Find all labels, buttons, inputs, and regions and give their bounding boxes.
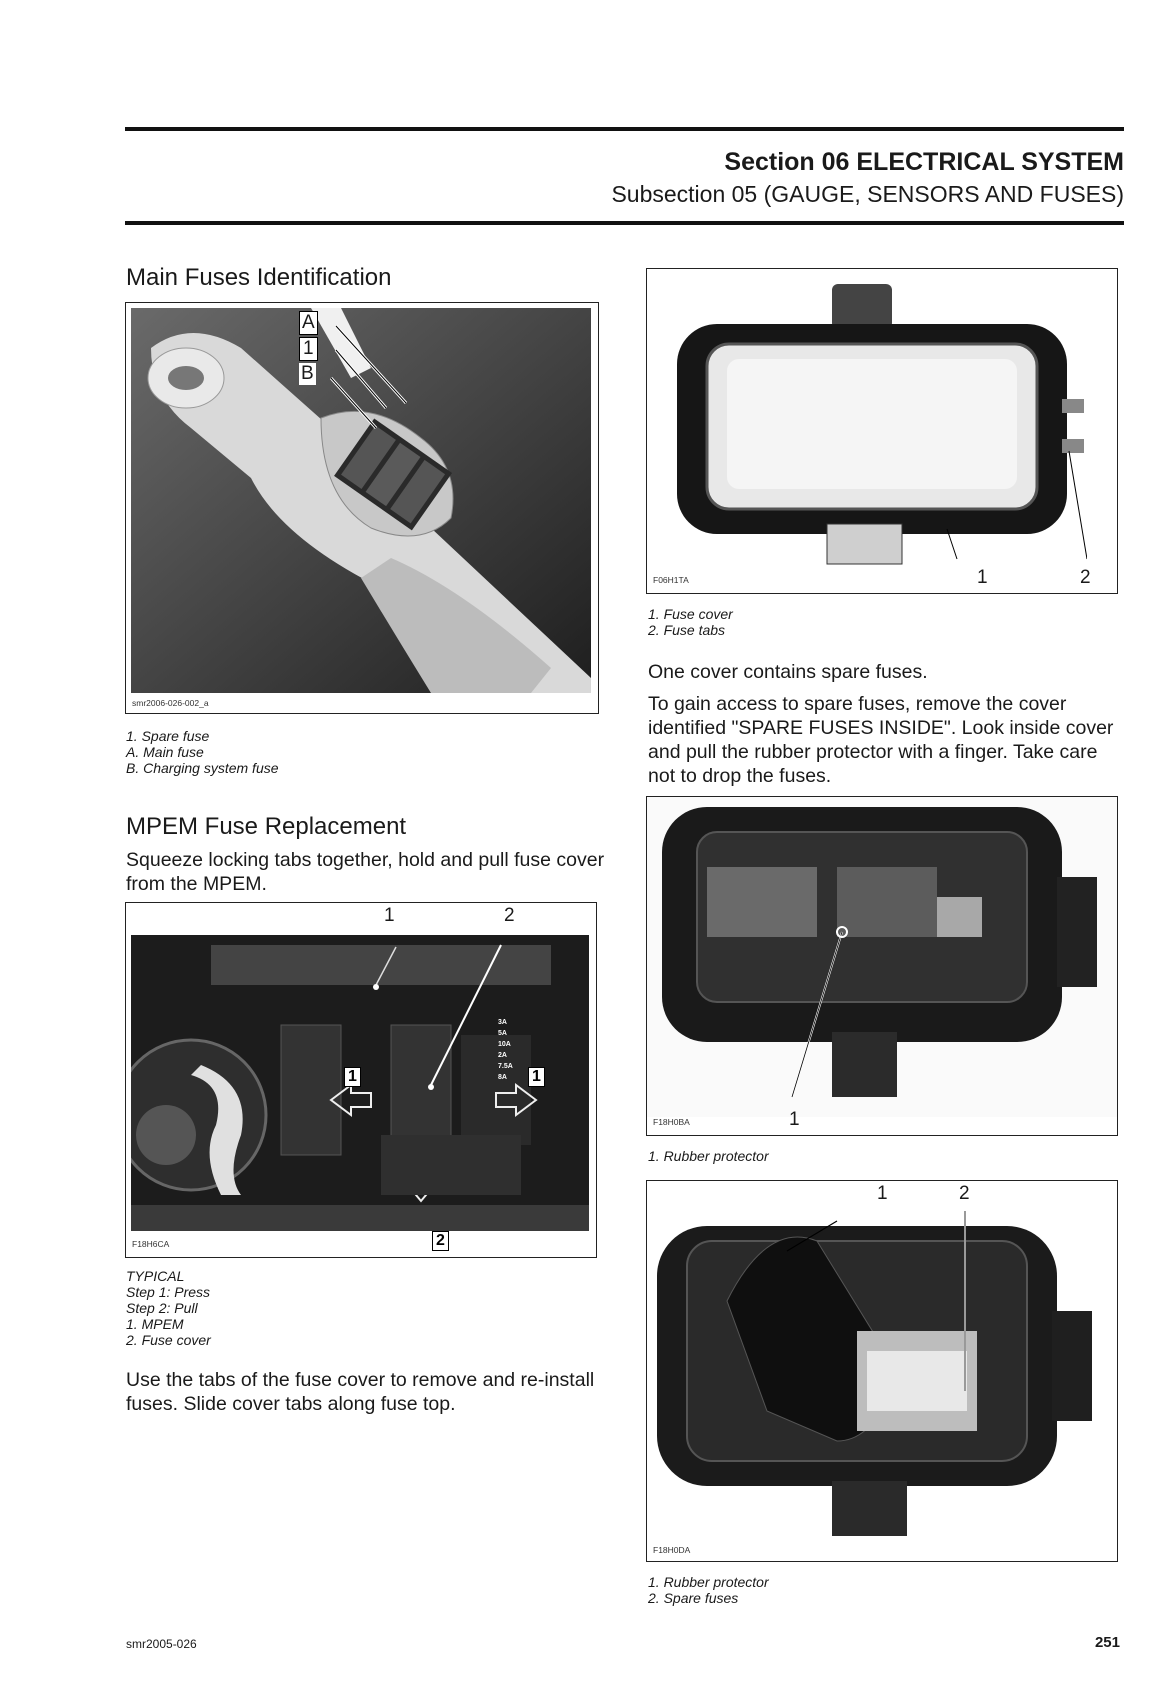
rubber-protector-figure <box>646 796 1118 1136</box>
mpem-callout-2: 2 <box>504 905 515 926</box>
fuse-cover-callout-1: 1 <box>977 567 988 588</box>
spare-fuses-caption: 1. Rubber protector 2. Spare fuses <box>648 1574 769 1606</box>
header-top-rule <box>125 127 1124 131</box>
spare-fuses-callout-1: 1 <box>877 1183 888 1204</box>
fuse-cover-caption: 1. Fuse cover 2. Fuse tabs <box>648 606 733 638</box>
step-label-right: 1 <box>528 1067 545 1087</box>
step-label-left: 1 <box>344 1067 361 1087</box>
figure-code: F18H6CA <box>132 1239 170 1249</box>
figure-code: F18H0DA <box>653 1545 691 1555</box>
spare-fuses-paragraph-2: To gain access to spare fuses, remove the cover identified "SPARE FUSES INSIDE". Look inside cover and pull the rubber protector with a finger. Take care not to drop the fuses. <box>648 693 1114 787</box>
rubber-protector-callout-1: 1 <box>789 1109 800 1130</box>
header-bottom-rule <box>125 221 1124 225</box>
main-fuses-photo <box>131 308 591 693</box>
figure-code: F18H0BA <box>653 1117 690 1127</box>
mpem-caption: TYPICAL Step 1: Press Step 2: Pull 1. MPEM 2. Fuse cover <box>126 1268 211 1348</box>
figure-code: smr2006-026-002_a <box>132 698 209 708</box>
mpem-callout-1: 1 <box>384 905 395 926</box>
mpem-figure <box>125 902 597 1258</box>
fuse-ratings: 3A 5A 10A 2A 7.5A 8A <box>498 1019 513 1081</box>
section-title: Section 06 ELECTRICAL SYSTEM <box>724 148 1124 176</box>
rubber-protector-caption: 1. Rubber protector <box>648 1148 769 1164</box>
footer-code: smr2005-026 <box>126 1637 197 1651</box>
spare-fuses-figure <box>646 1180 1118 1562</box>
mpem-paragraph: Squeeze locking tabs together, hold and pull fuse cover from the MPEM. <box>126 849 605 895</box>
fuse-cover-callout-2: 2 <box>1080 567 1091 588</box>
main-fuses-caption: 1. Spare fuse A. Main fuse B. Charging system fuse <box>126 728 279 776</box>
spare-fuses-callout-2: 2 <box>959 1183 970 1204</box>
spare-fuses-photo <box>647 1211 1117 1541</box>
callout-1: 1 <box>299 337 318 361</box>
figure-code: F06H1TA <box>653 575 689 585</box>
spare-fuses-paragraph-1: One cover contains spare fuses. <box>648 661 928 683</box>
subsection-title: Subsection 05 (GAUGE, SENSORS AND FUSES) <box>611 181 1124 207</box>
callout-a: A <box>299 311 318 335</box>
step-label-bottom: 2 <box>432 1231 449 1251</box>
fuse-cover-figure <box>646 268 1118 594</box>
fuse-tabs-paragraph: Use the tabs of the fuse cover to remove and re-install fuses. Slide cover tabs along fuse top. <box>126 1369 595 1415</box>
mpem-heading: MPEM Fuse Replacement <box>126 813 407 840</box>
rubber-protector-photo <box>647 797 1117 1117</box>
fuse-cover-photo <box>667 279 1087 569</box>
main-fuses-heading: Main Fuses Identification <box>126 264 392 291</box>
callout-b: B <box>301 363 314 384</box>
page-number: 251 <box>1094 1634 1120 1651</box>
main-fuses-figure <box>125 302 599 714</box>
